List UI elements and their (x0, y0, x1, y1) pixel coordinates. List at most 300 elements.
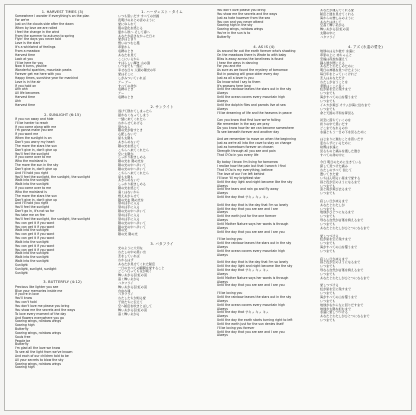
lyric-line: Who the mainland is (15, 159, 47, 164)
lyric-line: You can and you never attend (217, 19, 264, 24)
lyric-line: 一日のすべての瞬間を愛すること (118, 265, 165, 270)
lyric-line: Until the day that is the day that I'm so lonely (217, 260, 289, 265)
lyric-line: Just on the clouds side after the dawn (15, 22, 74, 27)
lyric-line: Sunlight (15, 270, 28, 275)
lyric-line: 秘密と道を見せてくれる (320, 11, 355, 16)
lyric-line: 季節はここに長く (320, 83, 345, 88)
lyric-line: Happy times, sunshine year for mankind (15, 75, 78, 80)
lyric-line: And each of our children told to be (15, 353, 69, 358)
lyric-line: Until the day that you are see and I are (217, 206, 278, 211)
lyric-line: The more the stars the sun (15, 193, 57, 198)
lyric-line: 陽の光の中へ歩いて (118, 220, 146, 225)
lyric-line: I'll love 'til my brightest star (217, 175, 261, 180)
lyric-line: 恋人はあなただけ (320, 75, 345, 80)
lyric-line: Don't give in, don't give up (15, 166, 57, 171)
lyric-line: Just as we're all into the cave to stay on change (217, 141, 292, 146)
lyric-line: 海がすべての山を覆うまで (320, 95, 358, 100)
lyric-line: Until the ocean covers every mountain high (217, 302, 285, 307)
lyric-line: いつまでも (320, 98, 336, 103)
lyric-line: Walk into the sunlight (15, 251, 49, 256)
lyric-line: If you come along with me (15, 124, 57, 129)
lyric-line: That O'Oo is my everything, believe (217, 168, 273, 173)
lyric-line: 地球がひとつになるまで (320, 210, 354, 215)
lyric-line: For you and me (217, 64, 242, 69)
lyric-line: Blue your memories inside me (15, 288, 63, 293)
lyric-line: Flyin' the days you never told (15, 37, 61, 42)
lyric-line: Walk into the sunlight (15, 178, 49, 183)
lyric-line: すばらしい輝き 山の頂 (118, 60, 150, 65)
lyric-line: The love of our I've left behind (217, 172, 265, 176)
lyric-line: あなたとわたしがひとつになるまで (320, 275, 370, 280)
lyric-line: 心配しないで (118, 132, 137, 137)
lyric-line: Soaring wings, rainbow wings (15, 319, 61, 324)
lyric-line: あなたを見て (118, 52, 137, 57)
lyric-line: いつまでも (320, 241, 336, 246)
lyric-line: Always (217, 306, 228, 311)
lyric-line: 探して見つけた痛み (320, 164, 348, 169)
lyric-line: It's a whirlwind of feelings (15, 45, 56, 50)
lyric-line: Until the day light and night become like the sky (217, 179, 293, 184)
lyric-line: You can get it if you want (15, 232, 55, 237)
lyric-line: 陽の光が射すとき (118, 128, 143, 133)
lyric-line: いつも思いだす すべての計画 (118, 14, 160, 19)
lyric-line: Butterfly (15, 327, 29, 332)
lyric-line: Always (217, 183, 228, 188)
lyric-line: You can get it if you want (15, 247, 55, 252)
lyric-line: いつまでも (320, 318, 336, 323)
lyric-line: 望むなら (118, 124, 131, 129)
lyric-line: Walk into the sunlight (15, 239, 49, 244)
lyric-line: Harvest time (15, 52, 36, 57)
lyric-line: 永遠ともう一日の下を見るために (320, 129, 367, 134)
lyric-line: Soaring wings, rainbow wings (15, 361, 61, 366)
lyric-line: The more the stars the sun (15, 143, 57, 148)
lyric-line: 陽の光を感じて (118, 143, 140, 148)
lyric-line: And flowers everywhere you go (15, 315, 64, 320)
lyric-line: 毎日年をとっていくけれど (320, 72, 358, 77)
lyric-line: Walk into the sunlight (15, 182, 49, 187)
lyric-line: Soaring high in the sky (217, 23, 253, 28)
lyric-line: Always (217, 245, 228, 250)
lyric-line: I hear the ways in dancing (217, 60, 258, 65)
lyric-line: Until the day light and night become like the sky (217, 264, 293, 269)
lyric-line: Look at you (15, 56, 34, 61)
lyric-line: 夏から秋へ そして春へ (118, 29, 150, 34)
lyric-line: いつまでも (320, 183, 336, 188)
lyric-line: Harvest time (15, 95, 36, 100)
lyric-line: Until the day that サキュ キュ キュ (217, 310, 269, 315)
lyric-line: Now it turns, youlike (15, 64, 47, 69)
lyric-line: You take me on fire (15, 213, 45, 217)
lyric-line: 虹が星を空に残すまで (320, 287, 351, 292)
lyric-line: Soaring wings, rainbow wings (217, 27, 263, 32)
lyrics-column-english-right (217, 9, 311, 408)
lyric-line: You can get it if you want (15, 220, 55, 225)
lyric-line: 海がすべての山を覆うまで (320, 295, 358, 299)
lyric-line: Precious like lighter you see (15, 284, 59, 289)
lyric-line: ここにいるから (118, 56, 140, 61)
lyric-line: I'll be dreaming of life and the heavens in peace (217, 110, 292, 115)
lyric-line: If you hold on (15, 83, 37, 88)
lyric-line: Don't give in, don't give up (15, 197, 57, 202)
lyric-line: Until the day that you are see and I are you (217, 329, 285, 334)
song-title: 2. サンライト (150, 104, 174, 109)
lyric-line: Forever get me here with you (15, 72, 61, 77)
lyric-line: Always (217, 210, 228, 215)
lyric-line: 愛にゆられて (118, 22, 137, 27)
lyric-line: いつまでも (320, 264, 336, 269)
lyric-line: バタフライ (320, 34, 336, 39)
lyric-line: You'll feel the sunlight, the sunlight, the sunlight (15, 174, 90, 179)
lyric-line: わたしのすべて 信じて (320, 168, 352, 173)
lyric-line: 空高く舞いあがる (320, 23, 345, 28)
lyric-line: Love is in the air (15, 79, 41, 84)
lyric-line: いつまでも (320, 248, 336, 253)
lyric-line: Until Mother Nature says her words is through (217, 275, 289, 280)
lyric-line: Souls free (15, 334, 31, 339)
lyric-line: 永遠に愛しつづける (320, 310, 348, 315)
lyric-line: On the meadows there is Wrote to with baby (217, 52, 287, 57)
lyric-line: If you want me (15, 132, 39, 137)
lyric-line: いつまでも一緒に (118, 64, 143, 69)
lyric-line: 陽の光の中へ歩いて (118, 209, 146, 214)
lyric-line: あなたとわたしがひとつになるまで (320, 225, 370, 230)
lyric-line: すべての命の中に (320, 152, 345, 157)
lyric-line: Sunlight (15, 262, 28, 267)
lyric-line: If you come over to me (15, 186, 52, 191)
lyric-line: Until the dolphin flies and parrots live at sea (217, 102, 286, 107)
lyric-line: I realize how the pain but that I search I find (217, 164, 286, 169)
lyric-sheet (4, 4, 412, 411)
stanza-gap (118, 100, 206, 104)
lyric-line: いつまでも (320, 298, 336, 303)
lyric-line: 自由な魂 (118, 288, 131, 293)
lyric-line: 今日 明日のために生きている (320, 160, 362, 165)
lyric-line: しっかり抱きしめる (118, 155, 146, 160)
lyric-line: 舞いあがる羽 虹の羽 (118, 284, 147, 289)
lyric-line: You'll feel the sunlight (15, 205, 50, 210)
lyric-line: Walk into the sunlight (15, 255, 49, 260)
lyric-line: To love every moment of the day (15, 311, 67, 316)
lyric-line: Soaring wings, rainbow wings (15, 330, 61, 335)
lyric-line: Always (217, 225, 228, 230)
lyric-line: 陽の光の中へ歩いて (118, 163, 146, 168)
lyric-line: You show me the secrets and the ways (217, 11, 278, 16)
lyric-line: 収穫のとき (118, 87, 134, 92)
lyric-line: Harvest time (15, 102, 36, 107)
lyric-line: I'll be loving you (217, 237, 243, 242)
lyric-line: All your secrets to blow the sky (15, 357, 64, 362)
lyric-line: Always (217, 271, 228, 276)
lyric-line: 逃げて隠れてしまったら (118, 109, 153, 114)
lyric-line: Always (217, 279, 228, 284)
lyric-line: 陽の光の中へ歩いて (118, 166, 146, 171)
lyric-line: Always (217, 98, 228, 103)
lyric-line: But in passing will grow older every day (217, 72, 279, 77)
lyric-line: Until the ocean covers every mountain high (217, 95, 285, 100)
lyric-line: I'll be loving you (217, 291, 243, 296)
lyric-line: いつまでも (320, 221, 336, 226)
lyric-line: 舞いあがる羽 虹の羽 (118, 273, 147, 278)
lyric-line: 愛しつづける (320, 283, 339, 288)
lyric-line: Always (217, 298, 228, 303)
lyric-line: You're in the sun is to (217, 31, 251, 36)
lyric-line: 風の変化を感じる (118, 25, 143, 30)
song-title: 1. ハーヴェスト・タイム (141, 10, 183, 14)
lyric-line: 昼と夜が空のようになるまで (320, 179, 361, 184)
song-title: 4. アズ (永遠の愛を) (348, 44, 383, 49)
lyric-line: Butterfly (217, 34, 231, 39)
lyric-line: あなたが運んでくれる愛 (320, 9, 355, 12)
stanza-gap (320, 40, 411, 44)
lyric-line: If you're in love (15, 292, 39, 297)
lyric-line: You'll feel the sunlight (15, 151, 50, 156)
lyric-line: アー アー (118, 79, 132, 84)
lyric-line: From the summer to autumn to spring (15, 33, 75, 38)
lyric-line: And I'll hold you right (15, 170, 49, 175)
lyric-line: I'll be harder to reach (15, 120, 49, 125)
lyric-line: Until the rainbow leaves the stars out in the sky (217, 241, 292, 246)
lyric-line: Bliss is away across the loneliness is found (217, 56, 284, 61)
lyric-line: Always (217, 314, 228, 319)
lyric-line: Can you know that first love we're falling (217, 118, 281, 123)
lyric-line: 星も太陽も (118, 174, 134, 179)
lyric-line: 陽の光 (118, 228, 128, 233)
lyric-line: いつまでも (320, 214, 336, 219)
lyric-line: And I'll hold you right (15, 201, 49, 206)
lyric-line: 太陽の中に (320, 31, 336, 36)
lyric-line: Always (217, 91, 228, 96)
lyric-line: いつまでも (320, 91, 336, 96)
lyric-line: アー (118, 91, 125, 96)
song-title: 3. バタフライ (150, 241, 174, 246)
lyric-line: 地球が太陽を拒むまで (320, 306, 351, 311)
lyric-line: 遠くはないから (118, 189, 140, 194)
lyric-line: Always (217, 218, 228, 223)
lyric-line: 母なる自然が言葉を終えるまで (320, 218, 364, 223)
lyric-line: Walk into the sunlight (15, 228, 49, 233)
lyric-line: 至福は孤独を越えて (320, 56, 348, 61)
lyric-line: As sure as we found the mystery of tomorrow (217, 68, 288, 73)
lyric-line: 星も太陽も (118, 136, 134, 141)
lyric-line: 望めば手に入る (118, 216, 140, 221)
lyric-line: Until the rainbow leaves the stars out in the sky (217, 87, 292, 92)
lyric-line: あなたが話さなかった日々 (118, 33, 156, 38)
lyric-line: You don't love please you bring (217, 9, 266, 12)
lyric-line: あなたとわたしが (320, 202, 345, 207)
lyric-line: 明日の神秘を見つけたように (320, 68, 361, 73)
lyric-line: 祈りの中で思いだす (320, 122, 348, 127)
lyric-line: Love is the start (15, 41, 41, 46)
lyric-line: From a meadow (15, 49, 40, 53)
stanza-gap (15, 276, 110, 280)
lyric-line: 海からの憎しみのように (320, 15, 355, 20)
lyric-line: Don't you worry my heart (15, 139, 55, 144)
lyric-line: 子供たちに伝えて (118, 300, 143, 305)
lyric-line: Walk into the sunlight (15, 259, 49, 264)
lyric-line: 高く舞いあがる (118, 311, 140, 316)
lyric-line: わたしたちが知る愛 (118, 296, 146, 301)
lyric-line: いつまでも (320, 191, 336, 196)
lyric-line: When by love we are rolled (15, 25, 58, 30)
lyric-line: Until the rainbow leaves the stars out in the sky (217, 295, 292, 299)
lyric-line: Ahh ahh (15, 87, 28, 92)
lyric-line: Until the day the earth starts turning right to left (217, 318, 293, 323)
lyric-line: あなたは決して (320, 19, 342, 24)
lyric-line: 草原から (118, 45, 131, 50)
lyric-line: わたしの中の思い出 (118, 250, 146, 255)
lyric-line: Until the day that サキュ キュ キュ (217, 195, 269, 200)
lyric-line: I'm gonna make you see (15, 128, 53, 133)
lyric-line: こちらへ来てくれたら (118, 170, 149, 175)
lyric-line: Always (217, 106, 228, 111)
lyric-line: 陽の光を感じて (118, 186, 140, 191)
lyric-line: Always (217, 191, 228, 196)
lyrics-column-english-left (15, 9, 110, 408)
lyric-line: Do you know how far we can become somewhere (217, 125, 294, 130)
lyric-line: いちばん明るい星まで愛する (320, 175, 361, 180)
lyric-line: Sunlight, sunlight, sunlight (15, 266, 57, 271)
lyric-line: You can get it if you want (15, 236, 55, 241)
lyric-line: 幸せな日々 人類の陽光の年 (118, 68, 157, 73)
lyric-line: Just as hometown forever on chosen (217, 145, 274, 150)
lyric-line: If you come over to me (15, 155, 52, 160)
lyric-line: It's seasons here long (217, 83, 251, 88)
lyric-line: Who the mainland is (15, 189, 47, 194)
lyric-line: Until the day that you are see and I are you (217, 283, 285, 288)
lyric-line: Until Mother Nature says her words is through (217, 221, 289, 226)
lyric-line: わからせてあげる (118, 120, 143, 125)
lyric-line: You show me the secrets and the ways (15, 307, 76, 312)
lyric-line: You can get it if you want (15, 243, 55, 248)
lyric-line: 舞いあがる羽 虹の羽 (320, 27, 349, 32)
lyric-line: I'll be here for you (15, 60, 44, 65)
lyric-line: 恋をしていれば (118, 254, 140, 258)
lyric-line: Wonderful sparkles, mountain peaks (15, 68, 72, 73)
stanza-gap (15, 108, 110, 112)
lyric-line: Until the tears and rain go and fly away (217, 187, 279, 192)
lyric-line: Butterfly (15, 342, 29, 347)
lyric-line: Soaring high (15, 323, 35, 328)
lyric-line: しがみついていれば (118, 75, 146, 80)
lyric-line: 海がすべての山を覆うまで (320, 245, 358, 250)
lyric-line: あなたとわたしのために (320, 64, 355, 69)
lyric-line: 舞いあがる羽 虹の羽 (118, 307, 147, 312)
lyric-line: I'll be loving you forever (217, 325, 255, 330)
lyric-line: 置いてきた愛 (320, 172, 339, 176)
lyric-line: あきらめないで (118, 139, 140, 144)
lyric-line: 夜明けのあとの雲のように (118, 18, 156, 23)
lyric-line: The more the sun in the sky (15, 163, 59, 168)
song-title: 2. SUNLIGHT (6:15) (44, 112, 81, 117)
song-title: 1. HARVEST TIMES (3) (41, 10, 84, 14)
lyric-line: Somewhere I wonder if everything's on the plan (15, 14, 90, 19)
lyric-line: I'm glad all the love we know (15, 346, 61, 351)
lyric-line: 空へ秘密を吹きとばして (118, 303, 153, 308)
lyric-line: 変わらずにいるために (320, 141, 351, 146)
lyric-line: イルカが飛び オウムが海に住むまで (320, 102, 371, 107)
lyric-line: You don't love me please you bring (15, 303, 70, 308)
lyric-line: どこまでなれるのか (320, 125, 348, 130)
lyric-line: わたしが言うことを (320, 79, 348, 84)
song-title: 4. AS IS (4) (253, 44, 275, 49)
lyric-line: わかるはず (118, 257, 134, 262)
lyric-line: Until the day that you are see and I are you (217, 229, 285, 234)
lyric-line: To see beneath forever and another day (217, 129, 280, 134)
lyric-line: Until the ocean covers every mountain high (217, 248, 285, 253)
lyric-line: 昼と夜が空のようになるまで (320, 260, 361, 265)
lyric-line: Ahh (15, 98, 22, 103)
lyric-line: Just as hate however from the sea (217, 15, 271, 20)
lyric-line: Soaring high (15, 365, 35, 370)
lyric-line: 陽の光を 陽の光を (118, 159, 144, 164)
lyric-line: And we remember to move on when the beginning (217, 137, 296, 142)
lyric-line: 望めば手に入る (118, 213, 140, 217)
lyric-line: あきらめないで (118, 178, 140, 183)
lyric-line: Do know what I say to them (217, 79, 261, 84)
lyric-line: You'll know (15, 296, 33, 301)
lyric-line: 陽の光の中へ歩いて (118, 224, 146, 229)
lyric-line: You can get it if you want (15, 224, 55, 229)
lyric-line: 初恋に落ちていくのを (320, 118, 351, 123)
lyric-line: 空に太陽が (118, 151, 134, 156)
lyric-line: Until the day that is the day that I'm so lonely (217, 202, 289, 207)
stanza-gap (217, 40, 311, 44)
lyric-line: 虹が星を空に残すまで (320, 237, 351, 242)
lyric-line: 収穫のとき (118, 49, 134, 53)
lyric-line: Strength through all you see and pain (217, 148, 276, 153)
lyric-line: 届かなくなってしまう (118, 113, 149, 118)
lyric-line: People be (15, 338, 31, 343)
lyrics-column-japanese-left (118, 9, 206, 408)
lyric-line: Don't give in, don't give up (15, 147, 57, 152)
lyric-line: いつまでも (320, 271, 336, 276)
lyric-line: こちらへ来てくれたら (118, 147, 149, 152)
lyric-line: いつまでも (320, 206, 336, 211)
lyric-line: As around far out the earth forever who's shooting (217, 49, 296, 53)
lyric-line: 光のように大切な (118, 246, 143, 251)
lyric-line: Always (217, 333, 228, 338)
lyric-line: バタフライ (118, 280, 134, 285)
lyric-line: By today I know I'm living for tomorrow (217, 160, 278, 165)
lyric-line: 涙と雨が飛び去るまで (320, 187, 351, 192)
lyric-line: しっかり抱きしめる (118, 182, 146, 187)
lyric-line: 寂しい日が来るまで (320, 198, 348, 203)
lyric-line: あなたが見せてくれた秘密 (118, 261, 156, 266)
lyric-line: 見るものと痛みを通した強さ (320, 148, 361, 153)
lyric-line: All life becomes (15, 91, 40, 96)
lyric-line: いつまでも (320, 106, 336, 111)
lyric-line: Just as all a lover is you (217, 75, 254, 80)
lyric-line: 踊る道が聞こえる (320, 60, 345, 65)
lyric-line: 寂しい日が来るまで (320, 256, 348, 261)
lyric-line: When the sunlight is on (15, 136, 52, 141)
lyric-line: 燃えあがらせて (118, 193, 140, 198)
lyrics-column-japanese-right (320, 9, 411, 408)
lyric-line: 草原の上に 赤ちゃんと (320, 52, 352, 57)
lyric-line: 故郷は永遠に (320, 145, 339, 150)
lyric-line: 高く舞いあがる (118, 277, 140, 282)
lyric-line: 愛しつづける (320, 233, 339, 238)
lyric-line: 陽の光 陽の光 (118, 232, 138, 237)
lyric-line: 地球が右から左に回りだすまで (320, 302, 364, 307)
lyric-line: 想いのつむじ風 (118, 41, 140, 46)
lyric-line: 地球のはるか彼方 永遠に (320, 49, 356, 53)
lyric-line: 望めば手に入る (118, 201, 140, 206)
lyric-line: We remember in the way we pray (217, 122, 270, 127)
lyric-line: Until the earth just for the sun denies itself (217, 321, 284, 326)
lyric-line: If you run away and hide (15, 116, 54, 121)
